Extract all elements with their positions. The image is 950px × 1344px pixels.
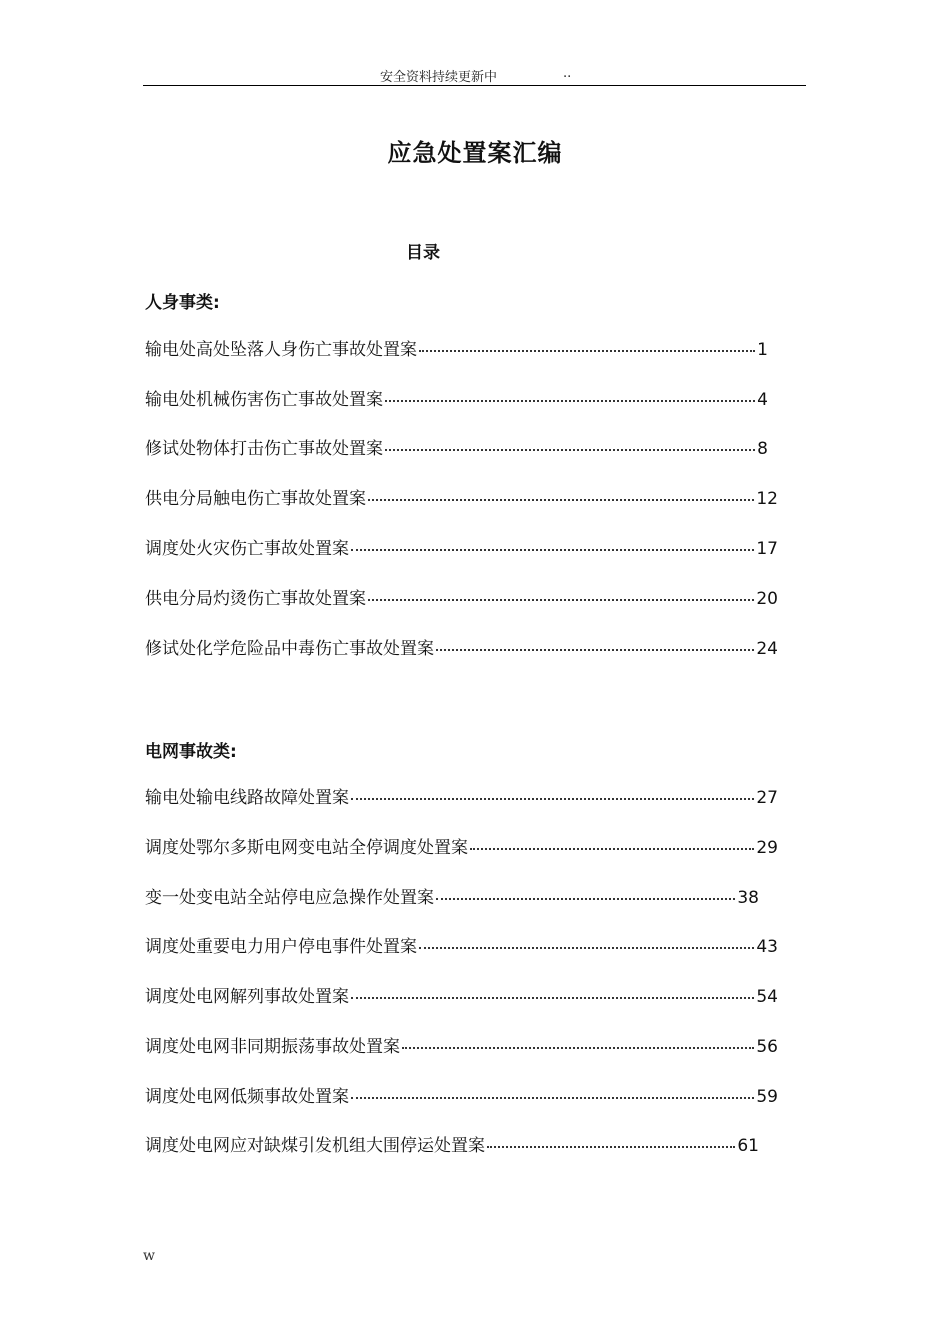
toc-entry-label: 输电处机械伤害伤亡事故处置案 — [145, 390, 383, 410]
running-header-dots: .. — [563, 66, 572, 81]
toc-entry-label: 变一处变电站全站停电应急操作处置案 — [145, 888, 434, 908]
toc-entry[interactable] — [145, 885, 759, 911]
toc-entry-page: 17 — [756, 539, 778, 559]
toc-entry[interactable] — [145, 984, 778, 1010]
dot-leader — [385, 449, 755, 451]
toc-entry-page: 12 — [756, 489, 778, 509]
toc-entry-page: 4 — [757, 390, 768, 410]
toc-entry[interactable] — [145, 436, 768, 462]
toc-entry-label: 输电处输电线路故障处置案 — [145, 788, 349, 808]
section-heading-personal: 人身事类: — [145, 293, 220, 313]
toc-entry-label: 修试处化学危险品中毒伤亡事故处置案 — [145, 639, 434, 659]
toc-entry-page: 1 — [757, 340, 768, 360]
toc-entry[interactable] — [145, 1034, 778, 1060]
toc-entry[interactable] — [145, 636, 778, 662]
toc-entry-page: 20 — [756, 589, 778, 609]
toc-entry-page: 29 — [756, 838, 778, 858]
toc-entry-page: 61 — [737, 1136, 759, 1156]
toc-entry-label: 调度处火灾伤亡事故处置案 — [145, 539, 349, 559]
toc-heading: 目录 — [406, 243, 440, 263]
toc-entry-label: 调度处电网解列事故处置案 — [145, 987, 349, 1007]
document-title: 应急处置案汇编 — [387, 139, 563, 167]
toc-entry[interactable] — [145, 387, 768, 413]
running-header: 安全资料持续更新中 — [380, 70, 498, 85]
toc-entry-page: 8 — [757, 439, 768, 459]
toc-entry-page: 24 — [756, 639, 778, 659]
toc-entry-label: 调度处电网低频事故处置案 — [145, 1087, 349, 1107]
dot-leader — [385, 400, 755, 402]
footer-mark: w — [143, 1248, 155, 1264]
dot-leader — [351, 1097, 754, 1099]
toc-entry-page: 56 — [756, 1037, 778, 1057]
toc-entry[interactable] — [145, 1084, 778, 1110]
toc-entry-label: 供电分局触电伤亡事故处置案 — [145, 489, 366, 509]
dot-leader — [368, 499, 754, 501]
toc-entry[interactable] — [145, 835, 778, 861]
dot-leader — [351, 798, 754, 800]
toc-entry[interactable] — [145, 486, 778, 512]
toc-entry-label: 输电处高处坠落人身伤亡事故处置案 — [145, 340, 417, 360]
toc-entry[interactable] — [145, 536, 778, 562]
toc-entry[interactable] — [145, 785, 778, 811]
dot-leader — [419, 947, 754, 949]
toc-entry-label: 调度处鄂尔多斯电网变电站全停调度处置案 — [145, 838, 468, 858]
dot-leader — [487, 1146, 735, 1148]
header-rule — [143, 85, 806, 86]
toc-entry-page: 54 — [756, 987, 778, 1007]
toc-entry-label: 供电分局灼烫伤亡事故处置案 — [145, 589, 366, 609]
dot-leader — [402, 1047, 754, 1049]
dot-leader — [351, 549, 754, 551]
toc-entry-label: 调度处电网非同期振荡事故处置案 — [145, 1037, 400, 1057]
dot-leader — [368, 599, 754, 601]
toc-entry-page: 43 — [756, 937, 778, 957]
toc-entry[interactable] — [145, 934, 778, 960]
dot-leader — [470, 848, 754, 850]
toc-entry[interactable] — [145, 337, 768, 363]
toc-entry[interactable] — [145, 1133, 759, 1159]
toc-entry-label: 调度处重要电力用户停电事件处置案 — [145, 937, 417, 957]
toc-entry-page: 38 — [737, 888, 759, 908]
section-heading-grid: 电网事故类: — [145, 742, 237, 762]
dot-leader — [436, 649, 754, 651]
toc-entry-page: 59 — [756, 1087, 778, 1107]
toc-entry-page: 27 — [756, 788, 778, 808]
toc-entry-label: 调度处电网应对缺煤引发机组大围停运处置案 — [145, 1136, 485, 1156]
dot-leader — [436, 898, 735, 900]
dot-leader — [419, 350, 755, 352]
toc-entry[interactable] — [145, 586, 778, 612]
dot-leader — [351, 997, 754, 999]
toc-entry-label: 修试处物体打击伤亡事故处置案 — [145, 439, 383, 459]
